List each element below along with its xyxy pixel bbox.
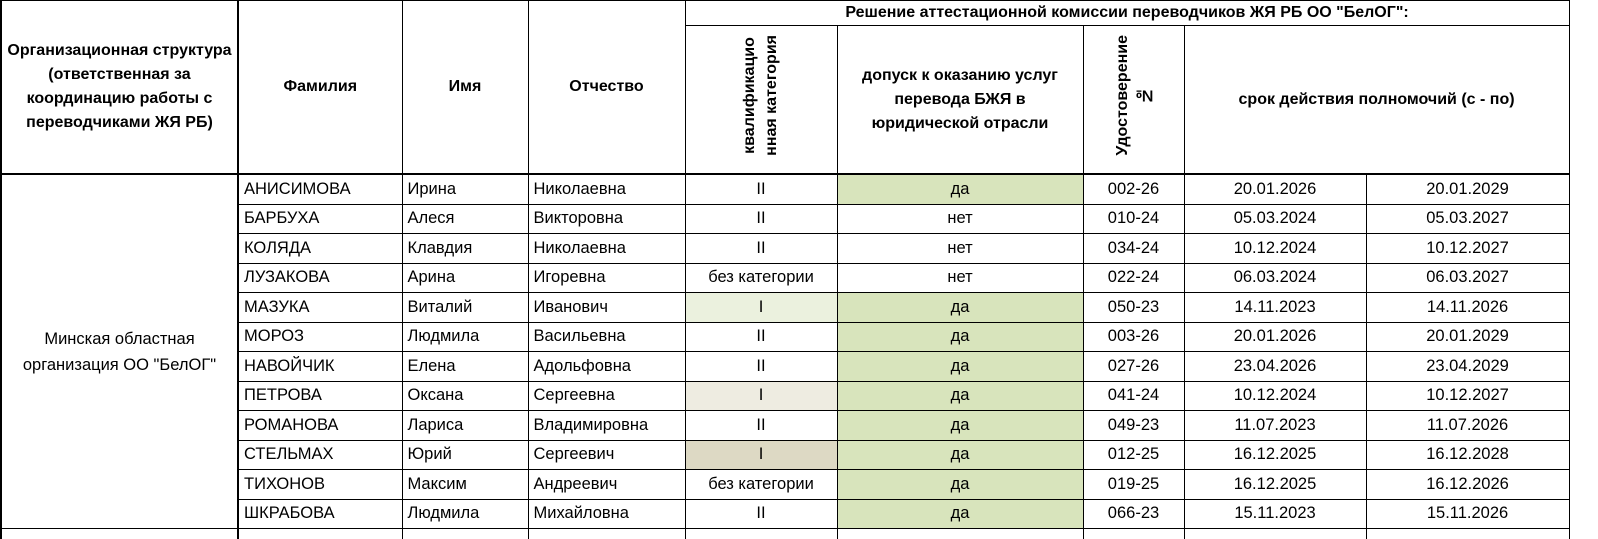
certificate-cell: 019-25 bbox=[1083, 470, 1184, 500]
certificate-cell: 027-26 bbox=[1083, 352, 1184, 382]
name-cell: Ирина bbox=[402, 174, 528, 204]
empty-cell bbox=[238, 529, 402, 539]
surname-cell: БАРБУХА bbox=[238, 204, 402, 234]
category-cell: I bbox=[685, 293, 837, 323]
category-cell: II bbox=[685, 174, 837, 204]
patronymic-cell: Михайловна bbox=[528, 499, 685, 529]
valid-from-cell: 10.12.2024 bbox=[1184, 381, 1366, 411]
valid-from-cell: 11.07.2023 bbox=[1184, 411, 1366, 441]
valid-from-cell: 14.11.2023 bbox=[1184, 293, 1366, 323]
surname-cell: МАЗУКА bbox=[238, 293, 402, 323]
patronymic-cell: Андреевич bbox=[528, 470, 685, 500]
category-cell: II bbox=[685, 234, 837, 264]
category-cell: I bbox=[685, 381, 837, 411]
valid-from-cell: 05.03.2024 bbox=[1184, 204, 1366, 234]
patronymic-cell: Адольфовна bbox=[528, 352, 685, 382]
certificate-cell: 003-26 bbox=[1083, 322, 1184, 352]
name-cell: Юрий bbox=[402, 440, 528, 470]
admission-cell: да bbox=[837, 352, 1083, 382]
header-surname: Фамилия bbox=[238, 1, 402, 175]
certificate-cell: 050-23 bbox=[1083, 293, 1184, 323]
category-cell: II bbox=[685, 204, 837, 234]
header-patronymic: Отчество bbox=[528, 1, 685, 175]
certificate-cell: 049-23 bbox=[1083, 411, 1184, 441]
surname-cell: МОРОЗ bbox=[238, 322, 402, 352]
category-cell: II bbox=[685, 352, 837, 382]
valid-to-cell: 11.07.2026 bbox=[1366, 411, 1569, 441]
valid-to-cell: 05.03.2027 bbox=[1366, 204, 1569, 234]
valid-from-cell: 23.04.2026 bbox=[1184, 352, 1366, 382]
valid-to-cell: 16.12.2026 bbox=[1366, 470, 1569, 500]
admission-cell: да bbox=[837, 411, 1083, 441]
admission-cell: да bbox=[837, 499, 1083, 529]
certificate-cell: 066-23 bbox=[1083, 499, 1184, 529]
admission-cell: да bbox=[837, 381, 1083, 411]
name-cell: Людмила bbox=[402, 499, 528, 529]
admission-cell: да bbox=[837, 293, 1083, 323]
patronymic-cell: Игоревна bbox=[528, 263, 685, 293]
empty-cell bbox=[1366, 529, 1569, 539]
valid-to-cell: 06.03.2027 bbox=[1366, 263, 1569, 293]
header-category: квалификацио нная категория bbox=[685, 26, 837, 175]
admission-cell: да bbox=[837, 470, 1083, 500]
empty-cell bbox=[1, 529, 238, 539]
admission-cell: да bbox=[837, 174, 1083, 204]
name-cell: Виталий bbox=[402, 293, 528, 323]
patronymic-cell: Николаевна bbox=[528, 174, 685, 204]
certificate-cell: 002-26 bbox=[1083, 174, 1184, 204]
certificate-cell: 041-24 bbox=[1083, 381, 1184, 411]
valid-from-cell: 16.12.2025 bbox=[1184, 470, 1366, 500]
empty-cell bbox=[1184, 529, 1366, 539]
surname-cell: ШКРАБОВА bbox=[238, 499, 402, 529]
valid-from-cell: 20.01.2026 bbox=[1184, 174, 1366, 204]
name-cell: Лариса bbox=[402, 411, 528, 441]
header-legal-admission: допуск к оказанию услуг перевода БЖЯ в юридической отрасли bbox=[837, 26, 1083, 175]
admission-cell: да bbox=[837, 440, 1083, 470]
organization-cell: Минская областная организация ОО "БелОГ" bbox=[1, 174, 238, 529]
category-cell: I bbox=[685, 440, 837, 470]
admission-cell: нет bbox=[837, 263, 1083, 293]
category-cell: II bbox=[685, 411, 837, 441]
category-cell: без категории bbox=[685, 263, 837, 293]
category-cell: без категории bbox=[685, 470, 837, 500]
certificate-cell: 022-24 bbox=[1083, 263, 1184, 293]
valid-to-cell: 10.12.2027 bbox=[1366, 234, 1569, 264]
surname-cell: ТИХОНОВ bbox=[238, 470, 402, 500]
patronymic-cell: Владимировна bbox=[528, 411, 685, 441]
header-certificate: Удостоверение № bbox=[1083, 26, 1184, 175]
valid-from-cell: 10.12.2024 bbox=[1184, 234, 1366, 264]
admission-cell: нет bbox=[837, 204, 1083, 234]
valid-to-cell: 14.11.2026 bbox=[1366, 293, 1569, 323]
valid-from-cell: 16.12.2025 bbox=[1184, 440, 1366, 470]
surname-cell: КОЛЯДА bbox=[238, 234, 402, 264]
name-cell: Алеся bbox=[402, 204, 528, 234]
surname-cell: СТЕЛЬМАХ bbox=[238, 440, 402, 470]
admission-cell: нет bbox=[837, 234, 1083, 264]
valid-to-cell: 15.11.2026 bbox=[1366, 499, 1569, 529]
valid-to-cell: 16.12.2028 bbox=[1366, 440, 1569, 470]
certificate-cell: 012-25 bbox=[1083, 440, 1184, 470]
name-cell: Людмила bbox=[402, 322, 528, 352]
patronymic-cell: Васильевна bbox=[528, 322, 685, 352]
header-commission: Решение аттестационной комиссии переводчиков ЖЯ РБ ОО "БелОГ": bbox=[685, 1, 1569, 26]
header-org-structure: Организационная структура (ответственная за координацию работы с переводчиками ЖЯ РБ) bbox=[1, 1, 238, 175]
empty-cell bbox=[837, 529, 1083, 539]
valid-from-cell: 15.11.2023 bbox=[1184, 499, 1366, 529]
valid-to-cell: 10.12.2027 bbox=[1366, 381, 1569, 411]
name-cell: Оксана bbox=[402, 381, 528, 411]
valid-from-cell: 06.03.2024 bbox=[1184, 263, 1366, 293]
name-cell: Арина bbox=[402, 263, 528, 293]
surname-cell: ЛУЗАКОВА bbox=[238, 263, 402, 293]
surname-cell: ПЕТРОВА bbox=[238, 381, 402, 411]
empty-cell bbox=[402, 529, 528, 539]
category-cell: II bbox=[685, 499, 837, 529]
table-row bbox=[1, 174, 1569, 204]
table-row-partial bbox=[1, 529, 1569, 539]
empty-cell bbox=[1083, 529, 1184, 539]
valid-to-cell: 20.01.2029 bbox=[1366, 322, 1569, 352]
patronymic-cell: Викторовна bbox=[528, 204, 685, 234]
header-validity: срок действия полномочий (с - по) bbox=[1184, 26, 1569, 175]
certificate-cell: 010-24 bbox=[1083, 204, 1184, 234]
valid-to-cell: 23.04.2029 bbox=[1366, 352, 1569, 382]
admission-cell: да bbox=[837, 322, 1083, 352]
valid-to-cell: 20.01.2029 bbox=[1366, 174, 1569, 204]
empty-cell bbox=[685, 529, 837, 539]
patronymic-cell: Николаевна bbox=[528, 234, 685, 264]
name-cell: Клавдия bbox=[402, 234, 528, 264]
surname-cell: АНИСИМОВА bbox=[238, 174, 402, 204]
valid-from-cell: 20.01.2026 bbox=[1184, 322, 1366, 352]
header-name: Имя bbox=[402, 1, 528, 175]
surname-cell: НАВОЙЧИК bbox=[238, 352, 402, 382]
patronymic-cell: Сергеевич bbox=[528, 440, 685, 470]
category-cell: II bbox=[685, 322, 837, 352]
empty-cell bbox=[528, 529, 685, 539]
patronymic-cell: Иванович bbox=[528, 293, 685, 323]
certificate-cell: 034-24 bbox=[1083, 234, 1184, 264]
name-cell: Елена bbox=[402, 352, 528, 382]
name-cell: Максим bbox=[402, 470, 528, 500]
surname-cell: РОМАНОВА bbox=[238, 411, 402, 441]
patronymic-cell: Сергеевна bbox=[528, 381, 685, 411]
